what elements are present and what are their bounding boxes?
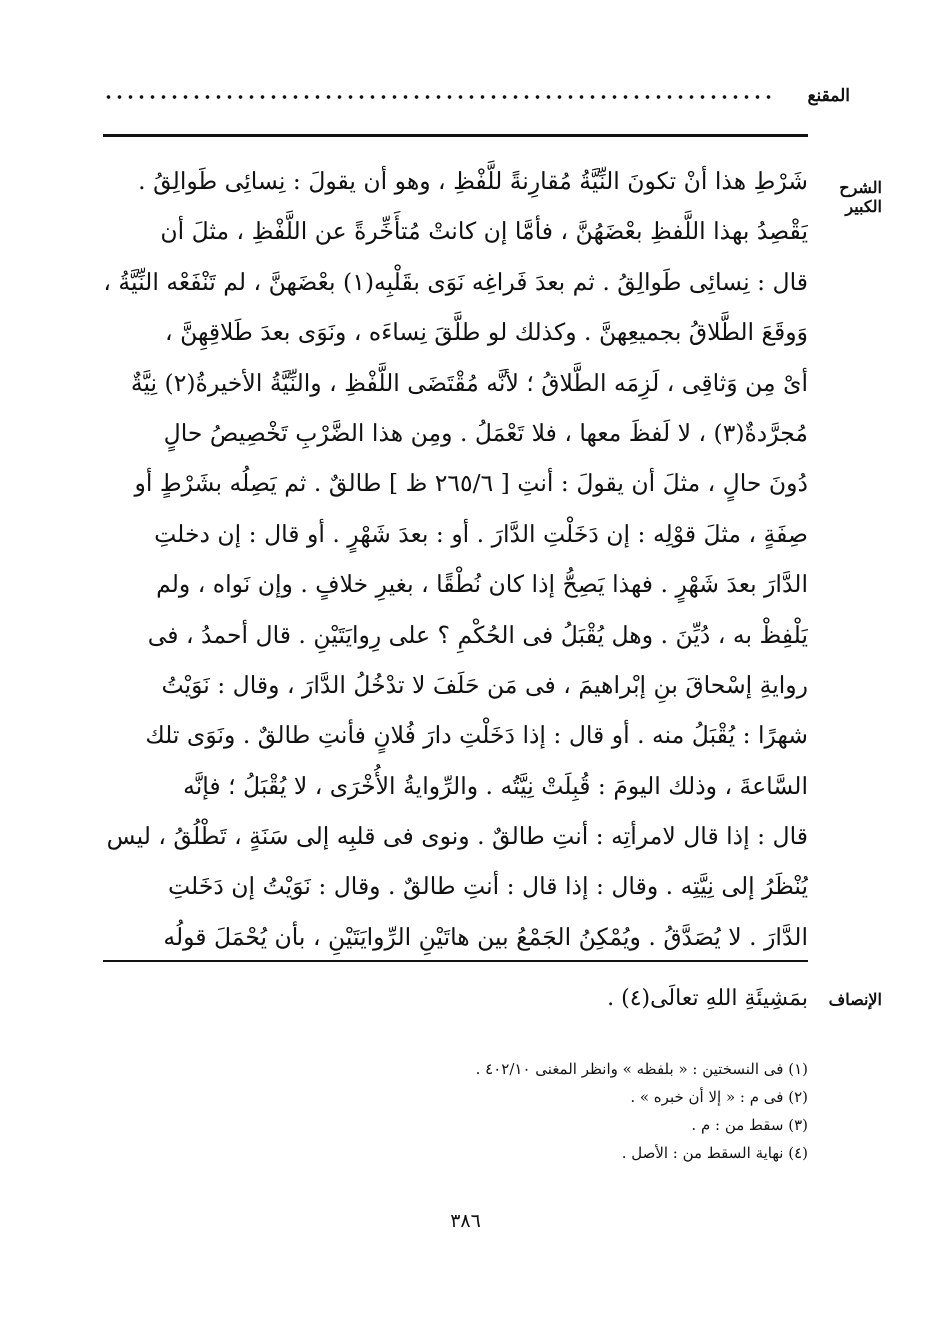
- footnote: (١) فى النسختين : « بلفظه » وانظر المغنى ٤٠٢/١٠ .: [475, 1060, 808, 1078]
- text-line: يُنْظَرُ إلى نِيَّتِه . وقال : إذا قال : أنتِ طالقٌ . وقال : نَوَيْتُ إن دَخَلتِ: [167, 872, 808, 901]
- text-line: شهرًا : يُقْبَلُ منه . أو قال : إذا دَخَلْتِ دارَ فُلانٍ فأنتِ طالقٌ . ونَوَى تلك: [145, 721, 808, 750]
- page-number: ٣٨٦: [450, 1210, 481, 1232]
- text-line: يَلْفِظْ به ، دُيِّنَ . وهل يُقْبَلُ فى الحُكْمِ ؟ على رِوايَتَيْنِ . قال أحمدُ ، فى: [147, 620, 808, 649]
- text-line: أىْ مِن وَثاقِى ، لَزِمَه الطَّلاقُ ؛ لأنَّه مُقْتَضَى اللَّفْظِ ، والنِّيَّةُ الأخيرةُ(٢) نِيَّةٌ: [130, 368, 808, 397]
- footnote: (٢) فى م : « إلا أن خبره » .: [630, 1088, 808, 1106]
- middle-rule: [103, 960, 808, 962]
- footnote: (٣) سقط من : م .: [691, 1116, 808, 1134]
- text-line: شَرْطِ هذا أنْ تكونَ النِّيَّةُ مُقارِنةً للَّفْظِ ، وهو أن يقولَ : نِسائِى طَوالِقُ .: [138, 167, 808, 195]
- text-line: قال : نِسائِى طَوالِقُ . ثم بعدَ فَراغِه نَوَى بقَلْبِه(١) بعْضَهنَّ ، لم تَنْفَعْه النِّيَّةُ ،: [103, 267, 808, 296]
- text-line: قال : إذا قال لامرأتِه : أنتِ طالقٌ . ونوى فى قلبِه إلى سَنَةٍ ، تَطْلُقُ ، ليس: [106, 822, 808, 851]
- header-title: المقنع: [807, 86, 850, 106]
- text-line: الدَّارَ بعدَ شَهْرٍ . فهذا يَصِحُّ إذا كان نُطْقًا ، بغيرِ خلافٍ . وإن نَواه ، ولم: [156, 570, 808, 599]
- footnotes: [400, 1055, 808, 1167]
- text-line: روايةِ إسْحاقَ بنِ إبْراهيمَ ، فى مَن حَلَفَ لا تدْخُلُ الدَّارَ ، وقال : نَوَيْتُ: [161, 670, 808, 699]
- main-text-block: [103, 156, 808, 962]
- text-line: يَقْصِدُ بهذا اللَّفظِ بعْضَهُنَّ ، فأمَّا إن كانتْ مُتأَخِّرةً عن اللَّفْظِ ، مثلَ أن: [160, 217, 808, 246]
- top-rule: [103, 134, 808, 137]
- text-line: صِفَةٍ ، مثلَ قوْلِه : إن دَخَلْتِ الدَّارَ . أو : بعدَ شَهْرٍ . أو قال : إن دخلتِ: [154, 519, 808, 548]
- section-label-insaf: الإنصاف: [828, 990, 882, 1009]
- text-line: السَّاعةَ ، وذلك اليومَ : قُبِلَتْ نِيَّتُه . والرِّوايةُ الأُخْرَى ، لا يُقْبَلُ ؛ فإنَّه: [183, 771, 808, 800]
- text-line: الدَّارَ . لا يُصَدَّقُ . ويُمْكِنُ الجَمْعُ بين هاتَيْنِ الرِّوايَتَيْنِ ، بأن يُحْمَلَ قولُه: [163, 922, 808, 951]
- footnote: (٤) نهاية السقط من : الأصل .: [621, 1144, 808, 1162]
- dotted-separator: [103, 93, 775, 101]
- section-label-main: الشرح الكبير: [839, 178, 882, 216]
- text-line: وَوقَعَ الطَّلاقُ بجميعِهنَّ . وكذلك لو طلَّقَ نِساءَه ، ونَوَى بعدَ طَلاقِهِنَّ ،: [165, 318, 808, 347]
- insaf-text: بمَشِيئَةِ اللهِ تعالَى(٤) .: [607, 986, 808, 1011]
- text-line: مُجرَّدةٌ(٣) ، لا لَفظَ معها ، فلا تَعْمَلُ . ومِن هذا الضَّرْبِ تَخْصِيصُ حالٍ: [163, 418, 808, 447]
- text-line: دُونَ حالٍ ، مثلَ أن يقولَ : أنتِ [ ٢٦٥/٦ ظ ] طالقٌ . ثم يَصِلُه بشَرْطٍ أو: [134, 469, 808, 498]
